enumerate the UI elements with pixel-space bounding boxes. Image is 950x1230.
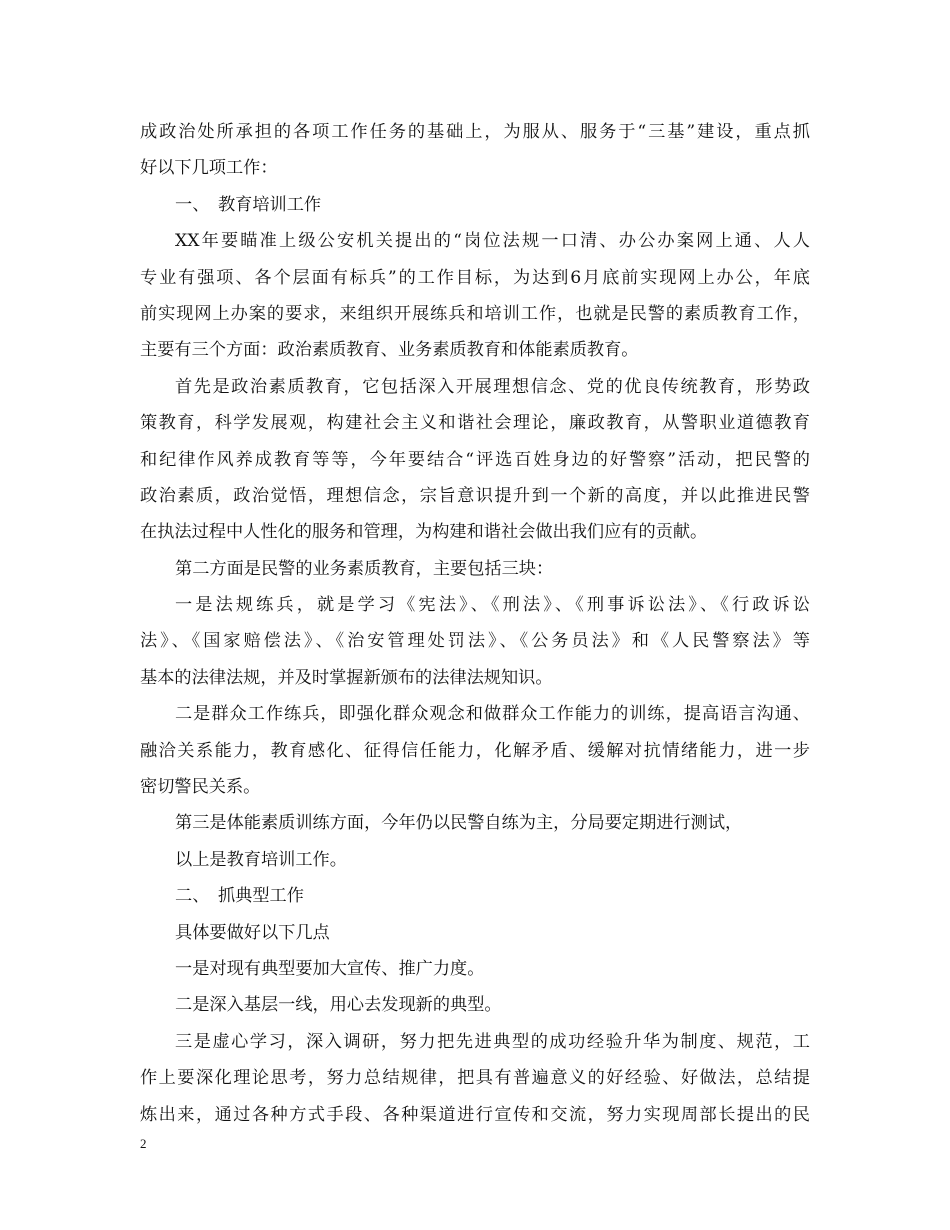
- text-line: 第三是体能素质训练方面，今年仍以民警自练为主，分局要定期进行测试，: [175, 813, 743, 834]
- text-line: 二是群众工作练兵，即强化群众观念和做群众工作能力的训练，提高语言沟通、: [175, 704, 810, 725]
- text-line: 一是法规练兵，就是学习《宪法》、《刑法》、《刑事诉讼法》、《行政诉讼: [175, 595, 810, 616]
- text-line: 炼出来，通过各种方式手段、各种渠道进行宣传和交流，努力实现周部长提出的民: [140, 1104, 810, 1125]
- page-number: 2: [140, 1136, 147, 1151]
- text-line: 密切警民关系。: [140, 777, 261, 798]
- text-line: 成政治处所承担的各项工作任务的基础上，为服从、服务于“三基”建设，重点抓: [140, 122, 810, 142]
- text-line: 前实现网上办案的要求，来组织开展练兵和培训工作，也就是民警的素质教育工作，: [140, 303, 810, 324]
- text-line: 以上是教育培训工作。: [175, 849, 347, 870]
- text-line: 在执法过程中人性化的服务和管理，为构建和谐社会做出我们应有的贡献。: [140, 522, 708, 543]
- text-line: 具体要做好以下几点: [175, 922, 330, 943]
- text-line: 三是虚心学习，深入调研，努力把先进典型的成功经验升华为制度、规范，工: [175, 1031, 810, 1052]
- text-line: 政治素质，政治觉悟，理想信念，宗旨意识提升到一个新的高度，并以此推进民警: [140, 485, 810, 506]
- text-line: XX年要瞄准上级公安机关提出的“岗位法规一口清、办公办案网上通、人人: [175, 231, 810, 252]
- text-line: 法》、《国家赔偿法》、《治安管理处罚法》、《公务员法》和《人民警察法》等: [140, 631, 810, 652]
- text-line: 二是深入基层一线，用心去发现新的典型。: [175, 995, 502, 1016]
- section-heading: 二、 抓典型工作: [175, 886, 304, 907]
- section-heading: 一、 教育培训工作: [175, 194, 322, 215]
- text-line: 融洽关系能力，教育感化、征得信任能力，化解矛盾、缓解对抗情绪能力，进一步: [140, 740, 810, 761]
- text-line: 第二方面是民警的业务素质教育，主要包括三块：: [175, 558, 554, 579]
- text-line: 基本的法律法规，并及时掌握新颁布的法律法规知识。: [140, 667, 553, 688]
- text-line: 一是对现有典型要加大宣传、推广力度。: [175, 958, 485, 979]
- text-line: 作上要深化理论思考，努力总结规律，把具有普遍意义的好经验、好做法，总结提: [140, 1068, 810, 1089]
- text-line: 和纪律作风养成教育等等，今年要结合“评选百姓身边的好警察”活动，把民警的: [140, 449, 810, 470]
- text-line: 首先是政治素质教育，它包括深入开展理想信念、党的优良传统教育，形势政: [175, 376, 810, 397]
- text-line: 策教育，科学发展观，构建社会主义和谐社会理论，廉政教育，从警职业道德教育: [140, 413, 810, 434]
- text-line: 主要有三个方面：政治素质教育、业务素质教育和体能素质教育。: [140, 340, 639, 361]
- text-line: 专业有强项、各个层面有标兵”的工作目标，为达到6月底前实现网上办公，年底: [140, 267, 810, 288]
- document-body: [140, 114, 810, 1133]
- text-line: 好以下几项工作：: [140, 158, 278, 179]
